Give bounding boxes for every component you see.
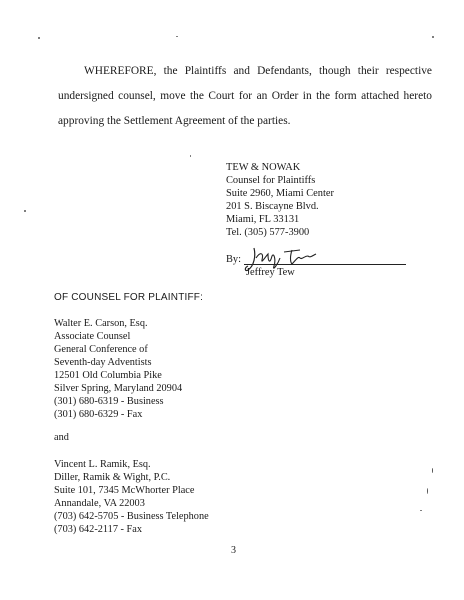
- scan-speck: [427, 488, 428, 494]
- scan-speck: [38, 37, 40, 39]
- of-counsel-address-2: [54, 458, 209, 536]
- body-line: approving the Settlement Agreement of the parties.: [58, 115, 291, 127]
- address-line: 12501 Old Columbia Pike: [54, 370, 162, 381]
- firm-street: 201 S. Biscayne Blvd.: [226, 201, 319, 212]
- by-label: By:: [226, 254, 242, 265]
- page-number: 3: [231, 545, 236, 556]
- scan-speck: [432, 36, 434, 38]
- of-counsel-address-1: [54, 317, 182, 421]
- of-counsel-heading: OF COUNSEL FOR PLAINTIFF:: [54, 292, 204, 303]
- scan-speck: [190, 155, 191, 157]
- address-line: Annandale, VA 22003: [54, 498, 145, 509]
- firm-name: TEW & NOWAK: [226, 162, 301, 173]
- scan-speck: [432, 468, 433, 473]
- address-line: General Conference of: [54, 344, 148, 355]
- body-line: WHEREFORE, the Plaintiffs and Defendants, though their respective: [84, 65, 432, 77]
- firm-suite: Suite 2960, Miami Center: [226, 188, 334, 199]
- address-line: Silver Spring, Maryland 20904: [54, 383, 183, 394]
- signer-name: Jeffrey Tew: [246, 267, 295, 278]
- address-line: Suite 101, 7345 McWhorter Place: [54, 485, 195, 496]
- scan-speck: [420, 510, 422, 511]
- signature-line: [244, 264, 406, 265]
- scan-speck: [24, 210, 26, 212]
- address-line: (301) 680-6329 - Fax: [54, 409, 143, 420]
- firm-city: Miami, FL 33131: [226, 214, 300, 225]
- and-text: and: [54, 432, 69, 443]
- address-line: Associate Counsel: [54, 331, 131, 342]
- firm-role: Counsel for Plaintiffs: [226, 175, 316, 186]
- counsel-for-plaintiffs-block: [226, 161, 426, 239]
- address-line: Walter E. Carson, Esq.: [54, 318, 148, 329]
- address-line: (703) 642-2117 - Fax: [54, 524, 142, 535]
- signature-row: [226, 250, 446, 284]
- address-line: Vincent L. Ramik, Esq.: [54, 459, 151, 470]
- address-line: (301) 680-6319 - Business: [54, 396, 164, 407]
- body-line: undersigned counsel, move the Court for an Order in the form attached hereto: [58, 90, 432, 102]
- firm-phone: Tel. (305) 577-3900: [226, 227, 310, 238]
- body-paragraph: [58, 59, 432, 134]
- address-line: Diller, Ramik & Wight, P.C.: [54, 472, 171, 483]
- scan-speck: [176, 36, 178, 37]
- address-line: (703) 642-5705 - Business Telephone: [54, 511, 209, 522]
- address-line: Seventh-day Adventists: [54, 357, 152, 368]
